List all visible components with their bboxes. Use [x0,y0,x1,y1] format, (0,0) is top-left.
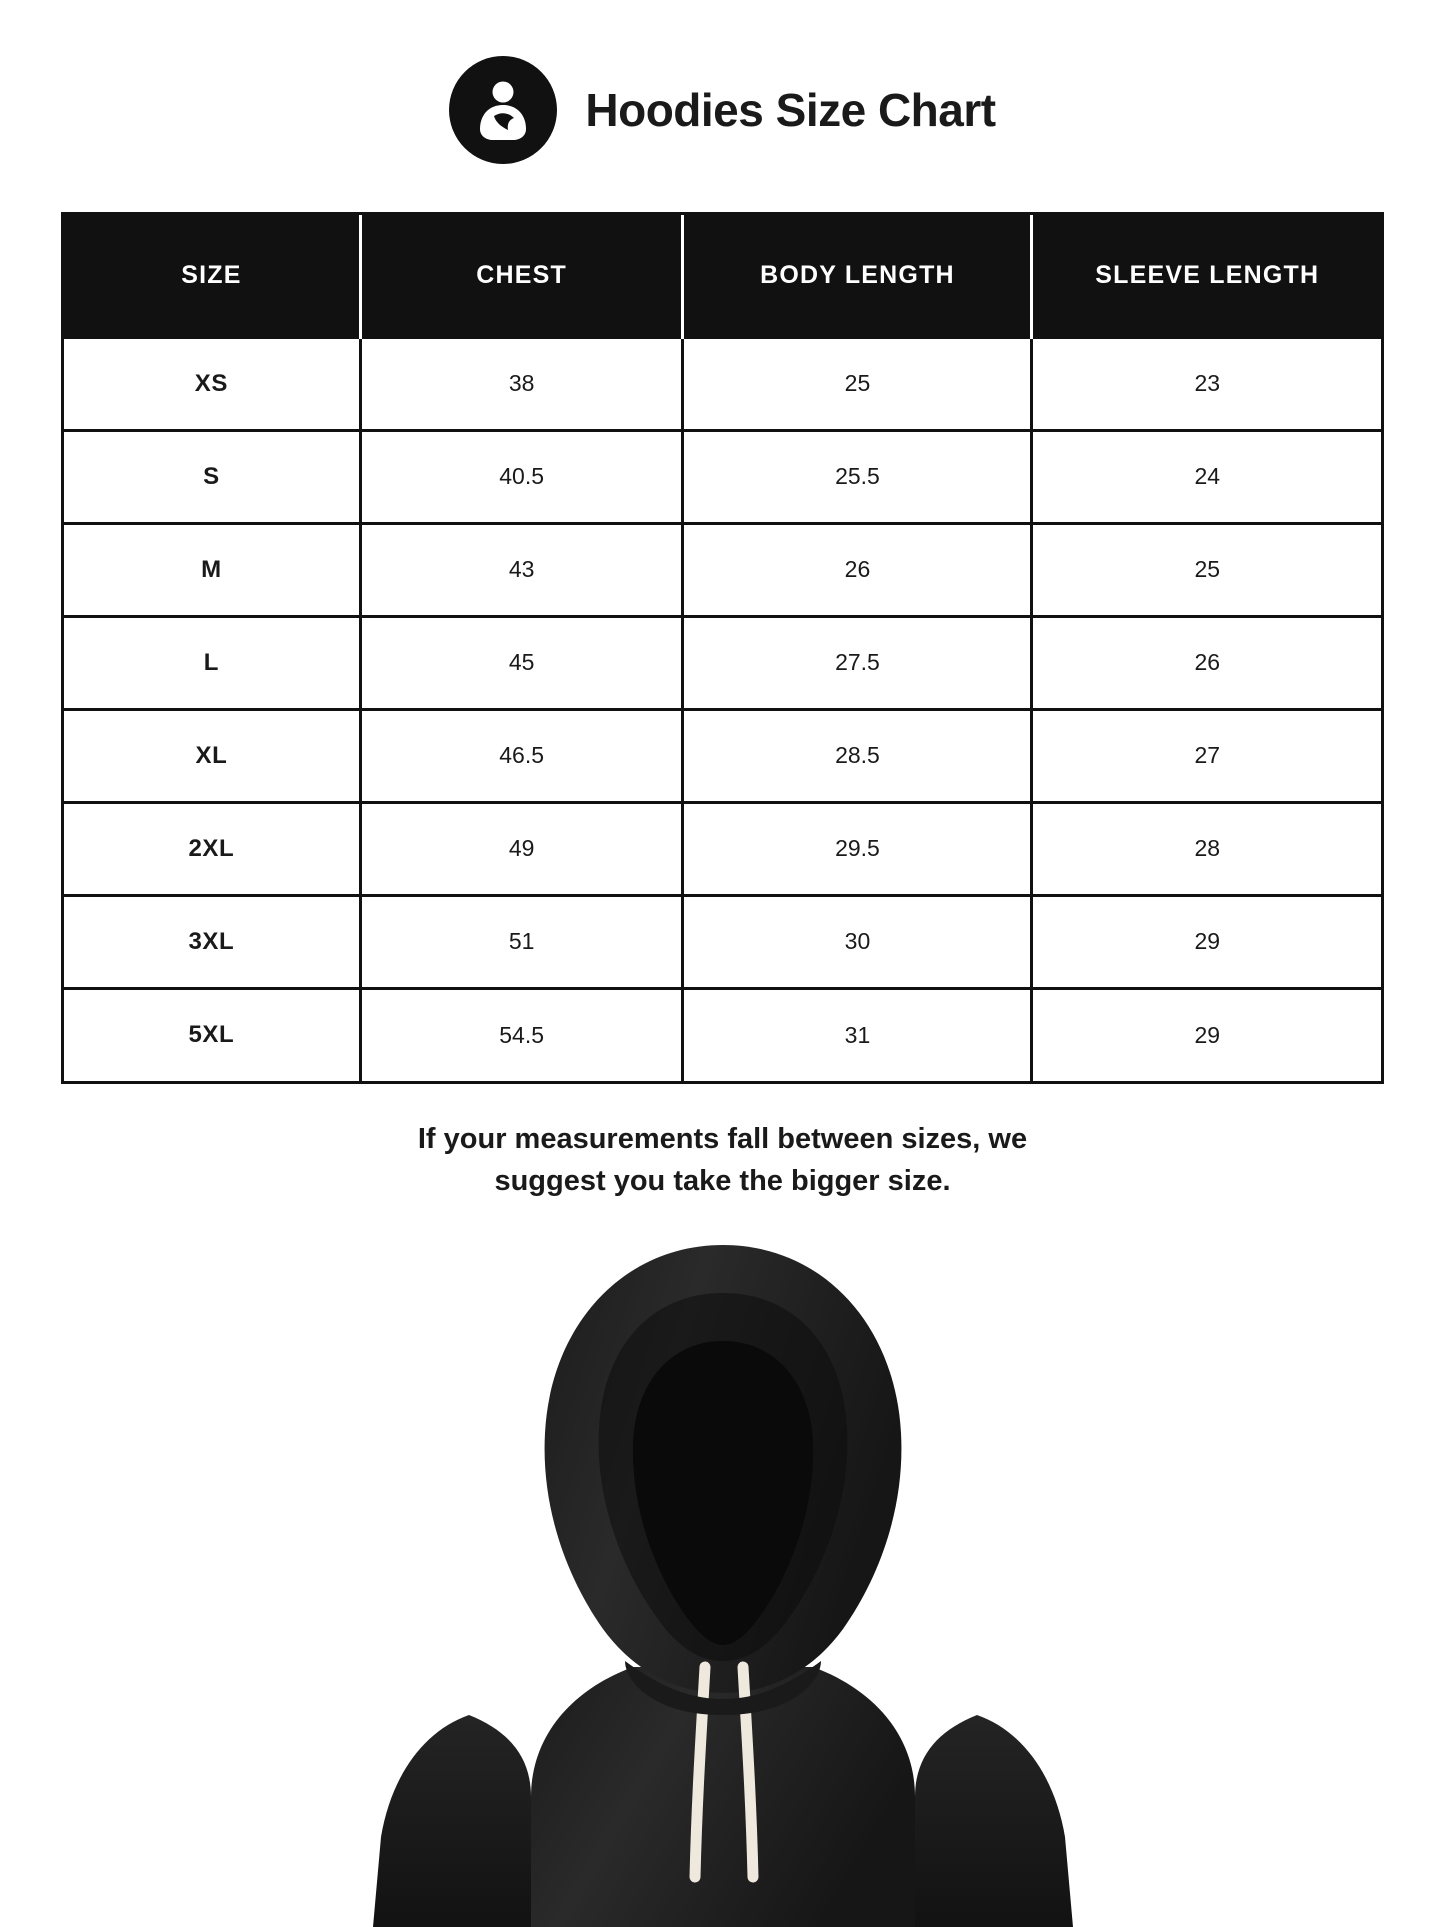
table-row [64,895,1381,988]
cell-chest: 49 [360,802,683,895]
sizing-note-line-1: If your measurements fall between sizes, we [417,1123,1028,1155]
sizing-note [253,1118,1193,1202]
cell-chest: 38 [360,337,683,430]
cell-size: S [64,430,360,523]
table-row [64,988,1381,1081]
cell-sleeve-length: 29 [1032,895,1381,988]
column-header-chest: CHEST [360,215,683,337]
table-row [64,523,1381,616]
table-row [64,430,1381,523]
table-row [64,802,1381,895]
column-header-size: SIZE [64,215,360,337]
cell-size: XS [64,337,360,430]
cell-sleeve-length: 29 [1032,988,1381,1081]
cell-sleeve-length: 23 [1032,337,1381,430]
cell-sleeve-length: 24 [1032,430,1381,523]
cell-body-length: 28.5 [683,709,1032,802]
cell-chest: 43 [360,523,683,616]
size-chart-table-container [61,212,1384,1084]
page-title: Hoodies Size Chart [585,84,996,136]
table-row [64,709,1381,802]
cell-body-length: 25 [683,337,1032,430]
cell-chest: 45 [360,616,683,709]
page-header [0,0,1445,174]
sizing-note-line-2: suggest you take the bigger size. [494,1165,951,1198]
cell-body-length: 27.5 [683,616,1032,709]
cell-body-length: 29.5 [683,802,1032,895]
size-chart-table [64,215,1381,1081]
table-row [64,616,1381,709]
cell-chest: 54.5 [360,988,683,1081]
cell-size: 5XL [64,988,360,1081]
column-header-body-length: BODY LENGTH [683,215,1032,337]
cell-sleeve-length: 25 [1032,523,1381,616]
cell-size: XL [64,709,360,802]
cell-body-length: 30 [683,895,1032,988]
cell-body-length: 26 [683,523,1032,616]
column-header-sleeve-length: SLEEVE LENGTH [1032,215,1381,337]
cell-chest: 40.5 [360,430,683,523]
table-header-row [64,215,1381,337]
cell-chest: 51 [360,895,683,988]
person-in-circle-logo-icon [449,56,557,164]
cell-size: 3XL [64,895,360,988]
cell-body-length: 31 [683,988,1032,1081]
hoodie-photo [0,1237,1445,1927]
cell-chest: 46.5 [360,709,683,802]
cell-size: 2XL [64,802,360,895]
table-header [64,215,1381,337]
cell-size: L [64,616,360,709]
table-body [64,337,1381,1081]
cell-sleeve-length: 28 [1032,802,1381,895]
cell-body-length: 25.5 [683,430,1032,523]
table-row [64,337,1381,430]
cell-sleeve-length: 26 [1032,616,1381,709]
cell-sleeve-length: 27 [1032,709,1381,802]
cell-size: M [64,523,360,616]
